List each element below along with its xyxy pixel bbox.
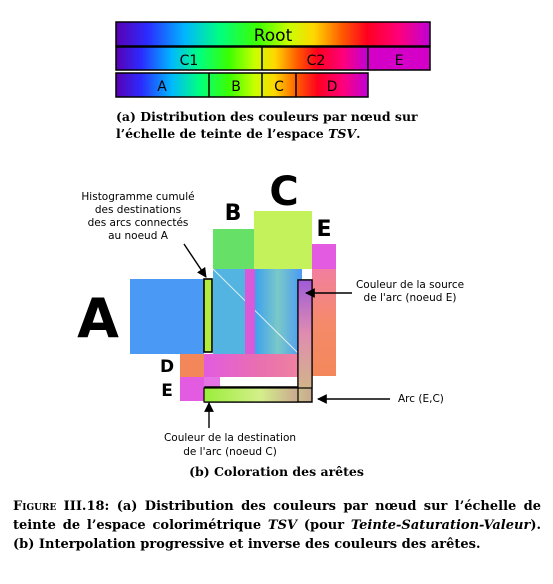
caption-a (116, 108, 446, 142)
annot-src-line2: de l'arc (noeud E) (363, 292, 457, 304)
label-d: D (159, 357, 175, 377)
edge-ec-vertical (298, 280, 312, 388)
annot-hist-line2: des destinations (94, 204, 182, 216)
col-c-body (254, 269, 302, 355)
annot-dst-line1: Couleur de la destination (163, 432, 297, 444)
histogram-bar (204, 279, 212, 352)
b-label: B (231, 79, 241, 95)
c-label: C (274, 79, 284, 95)
label-e-top: E (316, 217, 332, 242)
label-e-left: E (161, 381, 173, 401)
c1-c2-bar (116, 47, 368, 70)
hue-scale-figure (116, 22, 430, 97)
row-e-block (180, 377, 204, 401)
annot-hist-line4: au noeud A (108, 230, 168, 242)
header-e (312, 244, 336, 269)
label-c: C (269, 169, 299, 215)
row-a-block (130, 279, 204, 354)
annot-hist-line1: Histogramme cumulé (81, 191, 195, 203)
caption-a-tsv: TSV (328, 126, 357, 141)
figure-caption-text2: (pour (297, 518, 351, 533)
figure-caption-text3: ). (b) Interpolation progressive et inverse des couleurs des arêtes. (13, 518, 542, 552)
edge-ec-horizontal (204, 388, 298, 402)
matrix-figure (77, 169, 464, 458)
row-d-block (180, 354, 204, 377)
caption-b: (b) Coloration des arêtes (189, 464, 364, 479)
e-label: E (394, 53, 404, 69)
c2-label: C2 (306, 53, 326, 69)
d-label: D (326, 79, 338, 95)
row-d-body (204, 354, 312, 377)
a-label: A (157, 79, 167, 95)
pink-stripe (245, 269, 255, 355)
figure-caption-label: Figure III.18: (13, 499, 110, 514)
col-e-body (312, 269, 336, 376)
figure-caption-text1: (a) Distribution des couleurs par nœud sur l’échelle de teinte de l’espace colorimétrique (13, 499, 542, 533)
caption-a-text: (a) Distribution des couleurs par nœud sur l’échelle de teinte de l’espace (116, 109, 418, 141)
figure-caption-tsv-full: Teinte-Saturation-Valeur (350, 518, 531, 533)
annot-dst-line2: de l'arc (noeud C) (183, 446, 277, 458)
annot-arc: Arc (E,C) (398, 393, 444, 405)
c1-label: C1 (179, 53, 199, 69)
annot-src-line1: Couleur de la source (355, 279, 465, 291)
caption-a-end: . (356, 126, 361, 141)
label-b: B (224, 201, 242, 226)
header-c (254, 211, 312, 269)
big-label-a: A (77, 287, 119, 350)
arrow-hist (184, 244, 206, 277)
figure-caption-tsv: TSV (267, 518, 298, 533)
root-label: Root (253, 26, 293, 46)
annot-hist-line3: des arcs connectés (87, 217, 189, 229)
header-b (213, 229, 254, 269)
figure-caption (13, 497, 541, 554)
